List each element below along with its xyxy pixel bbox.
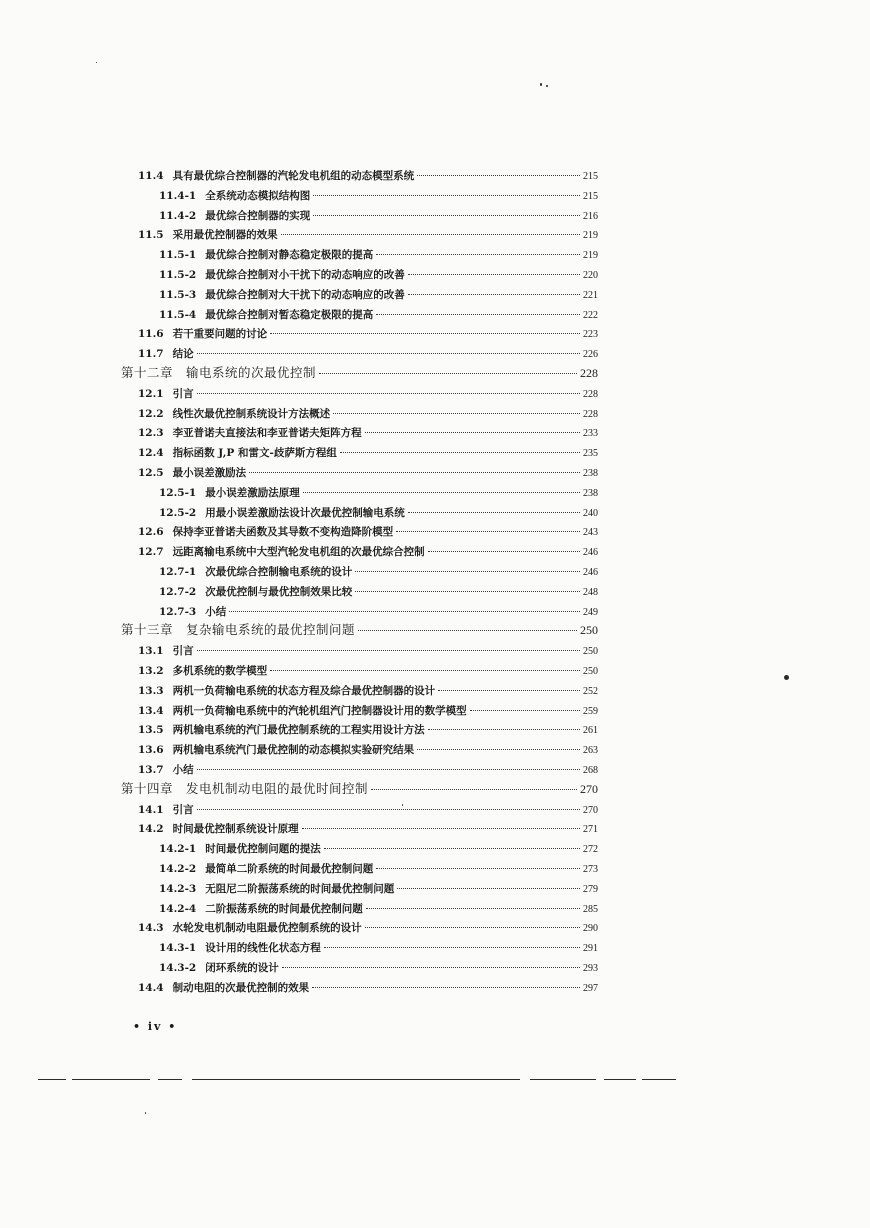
- toc-number: 13.4: [138, 704, 164, 717]
- toc-entry-row: [138, 643, 598, 659]
- toc-entry-row: [138, 465, 598, 481]
- toc-dot-leader: [197, 650, 580, 651]
- toc-number: 第十二章: [121, 365, 174, 380]
- toc-entry-row: [138, 445, 598, 461]
- toc-number: 第十三章: [121, 622, 174, 638]
- toc-page-number: 250: [580, 623, 598, 638]
- toc-dot-leader: [270, 333, 580, 334]
- bottom-rule-segment: [38, 1079, 66, 1080]
- toc-number: 14.2-1: [159, 843, 197, 856]
- toc-chapter-row: [121, 621, 598, 639]
- toc-page-number: 223: [583, 329, 598, 341]
- toc-page-number: 270: [583, 804, 598, 816]
- toc-page-number: 246: [583, 547, 598, 559]
- toc-entry-row: [138, 703, 598, 719]
- toc-page-number: 293: [583, 963, 598, 974]
- toc-page-number: 268: [583, 765, 598, 776]
- toc-title: 具有最优综合控制器的汽轮发电机组的动态模型系统: [172, 170, 415, 182]
- toc-entry-row: [138, 386, 598, 402]
- toc-dot-leader: [197, 769, 580, 770]
- toc-title: 远距离输电系统中大型汽轮发电机组的次最优综合控制: [172, 546, 425, 559]
- toc-page-number: 235: [583, 448, 598, 460]
- toc-number: 12.7: [138, 546, 164, 559]
- toc-dot-leader: [319, 373, 577, 374]
- toc-page-number: 238: [583, 468, 598, 479]
- toc-title: 发电机制动电阻的最优时间控制: [186, 780, 369, 796]
- toc-dot-leader: [270, 670, 580, 671]
- toc-page-number: 271: [583, 824, 598, 836]
- toc-title: 无阻尼二阶振荡系统的时间最优控制问题: [205, 882, 395, 895]
- toc-title: 全系统动态模拟结构图: [205, 189, 311, 202]
- toc-dot-leader: [197, 353, 580, 354]
- toc-dot-leader: [324, 848, 580, 849]
- toc-entry-row: [138, 722, 598, 738]
- toc-title: 采用最优控制器的效果: [172, 229, 278, 242]
- toc-page-number: 228: [580, 366, 598, 380]
- toc-page-number: 249: [583, 606, 598, 618]
- toc-title: 李亚普诺夫直接法和李亚普诺夫矩阵方程: [172, 427, 362, 440]
- toc-page-number: 240: [583, 507, 598, 519]
- toc-number: 12.5-1: [159, 486, 197, 499]
- toc-page-number: 215: [583, 171, 598, 182]
- toc-number: 11.4-1: [159, 189, 197, 202]
- toc-page-number: 279: [583, 883, 598, 895]
- toc-dot-leader: [365, 432, 580, 433]
- toc-title: 二阶振荡系统的时间最优控制问题: [205, 902, 363, 915]
- toc-title: 最优综合控制器的实现: [205, 209, 311, 222]
- toc-number: 14.3: [138, 922, 164, 935]
- toc-number: 13.6: [138, 744, 164, 757]
- toc-dot-leader: [312, 987, 580, 988]
- toc-entry-row: [159, 584, 598, 600]
- toc-entry-row: [138, 524, 598, 540]
- toc-title: 两机一负荷输电系统的状态方程及综合最优控制器的设计: [172, 684, 436, 697]
- toc-dot-leader: [302, 828, 580, 829]
- bottom-rule-segment: [530, 1079, 596, 1080]
- toc-dot-leader: [197, 809, 580, 810]
- toc-entry-row: [138, 762, 598, 778]
- toc-page-number: 250: [583, 646, 598, 658]
- toc-title: 小结: [172, 764, 194, 776]
- toc-page-number: 259: [583, 705, 598, 717]
- toc-entry-row: [159, 564, 598, 580]
- toc-title: 输电系统的次最优控制: [186, 365, 317, 380]
- toc-title: 最简单二阶系统的时间最优控制问题: [205, 863, 374, 875]
- scan-speck: [402, 804, 403, 806]
- toc-page-number: 252: [583, 685, 598, 697]
- toc-page-number: 297: [583, 982, 598, 994]
- toc-entry-row: [138, 544, 598, 560]
- toc-page-number: 228: [583, 408, 598, 420]
- toc-entry-row: [138, 663, 598, 679]
- toc-number: 12.7-3: [159, 605, 197, 618]
- scan-speck: [145, 1112, 146, 1114]
- toc-title: 两机输电系统的汽门最优控制系统的工程实用设计方法: [172, 724, 425, 737]
- toc-page-number: 273: [583, 864, 598, 875]
- toc-dot-leader: [371, 789, 577, 790]
- toc-number: 14.3-2: [159, 962, 197, 974]
- toc-dot-leader: [417, 749, 580, 750]
- toc-entry-row: [138, 346, 598, 362]
- toc-dot-leader: [365, 927, 580, 928]
- toc-page-number: 238: [583, 487, 598, 499]
- toc-title: 两机输电系统汽门最优控制的动态模拟实验研究结果: [172, 744, 415, 757]
- toc-chapter-row: [121, 780, 598, 798]
- toc-number: 14.2-4: [159, 902, 197, 915]
- toc-entry-row: [138, 742, 598, 758]
- toc-title: 最优综合控制对小干扰下的动态响应的改善: [205, 269, 405, 281]
- toc-page-number: 243: [583, 527, 598, 539]
- toc-entry-row: [159, 940, 598, 956]
- toc-dot-leader: [197, 393, 580, 394]
- toc-title: 最优综合控制对暂态稳定极限的提高: [205, 308, 374, 321]
- toc-entry-row: [138, 406, 598, 422]
- toc-dot-leader: [438, 690, 580, 691]
- toc-page-number: 222: [583, 309, 598, 321]
- toc-number: 12.3: [138, 427, 164, 440]
- toc-entry-row: [138, 168, 598, 184]
- toc-entry-row: [138, 683, 598, 699]
- toc-entry-row: [159, 188, 598, 204]
- toc-entry-row: [159, 841, 598, 857]
- toc-entry-row: [159, 604, 598, 620]
- toc-entry-row: [138, 326, 598, 342]
- toc-page-number: 228: [583, 388, 598, 400]
- toc-title: 次最优控制与最优控制效果比较: [205, 585, 353, 598]
- toc-entry-row: [159, 247, 598, 263]
- toc-entry-row: [138, 821, 598, 837]
- toc-dot-leader: [366, 908, 580, 909]
- toc-title: 水轮发电机制动电阻最优控制系统的设计: [172, 922, 362, 935]
- toc-entry-row: [159, 307, 598, 323]
- toc-number: 12.2: [138, 407, 164, 420]
- toc-number: 11.7: [138, 348, 164, 361]
- toc-page-number: 291: [583, 943, 598, 955]
- toc-dot-leader: [376, 254, 580, 255]
- toc-entry-row: [138, 802, 598, 818]
- toc-number: 第十四章: [121, 780, 174, 796]
- toc-entry-row: [159, 960, 598, 976]
- toc-number: 11.5-4: [159, 308, 197, 321]
- toc-number: 12.5: [138, 467, 164, 479]
- toc-entry-row: [138, 425, 598, 441]
- toc-number: 14.1: [138, 803, 164, 816]
- toc-title: 结论: [172, 348, 194, 361]
- toc-number: 14.2-3: [159, 882, 197, 895]
- scan-speck: [96, 62, 97, 63]
- toc-number: 13.7: [138, 764, 164, 776]
- toc-page-number: 261: [583, 725, 598, 737]
- toc-title: 复杂输电系统的最优控制问题: [186, 622, 356, 638]
- toc-page-number: 215: [583, 190, 598, 202]
- toc-title: 时间最优控制系统设计原理: [172, 823, 299, 836]
- toc-number: 14.2-2: [159, 863, 197, 875]
- toc-dot-leader: [249, 472, 580, 473]
- toc-page-number: 220: [583, 270, 598, 281]
- toc-number: 12.7-2: [159, 585, 197, 598]
- toc-title: 闭环系统的设计: [205, 962, 279, 974]
- toc-page-number: 216: [583, 210, 598, 222]
- toc-chapter-row: [121, 364, 598, 382]
- toc-page-number: 270: [580, 781, 598, 796]
- toc-page-number: 226: [583, 349, 598, 361]
- toc-dot-leader: [303, 492, 580, 493]
- toc-entry-row: [138, 227, 598, 243]
- page-folio: • iv •: [133, 1020, 178, 1033]
- toc-number: 12.6: [138, 526, 164, 539]
- toc-dot-leader: [397, 888, 580, 889]
- toc-number: 12.5-2: [159, 506, 197, 519]
- toc-entry-row: [159, 861, 598, 877]
- toc-dot-leader: [340, 452, 580, 453]
- toc-title: 制动电阻的次最优控制的效果: [172, 981, 310, 994]
- toc-page-number: 250: [583, 666, 598, 677]
- toc-number: 11.4-2: [159, 209, 197, 222]
- toc-number: 12.7-1: [159, 566, 197, 578]
- toc-entry-row: [138, 920, 598, 936]
- toc-dot-leader: [408, 512, 580, 513]
- toc-dot-leader: [282, 967, 580, 968]
- toc-number: 11.5-3: [159, 288, 197, 301]
- toc-dot-leader: [313, 215, 580, 216]
- bottom-rule-segment: [72, 1079, 150, 1080]
- toc-entry-row: [159, 505, 598, 521]
- toc-number: 14.2: [138, 823, 164, 836]
- toc-entry-row: [159, 287, 598, 303]
- toc-entry-row: [159, 881, 598, 897]
- toc-title: 若干重要问题的讨论: [172, 328, 268, 341]
- toc-entry-row: [159, 208, 598, 224]
- scan-speck: [540, 83, 542, 86]
- toc-title: 引言: [172, 387, 194, 400]
- toc-number: 11.4: [138, 170, 164, 182]
- toc-page-number: 221: [583, 289, 598, 301]
- toc-title: 时间最优控制问题的提法: [205, 843, 321, 856]
- toc-title: 线性次最优控制系统设计方法概述: [172, 407, 331, 420]
- toc-title: 最小误差激励法: [172, 467, 247, 479]
- toc-title: 引言: [172, 803, 194, 816]
- toc-number: 13.5: [138, 724, 164, 737]
- toc-dot-leader: [428, 729, 580, 730]
- toc-number: 13.3: [138, 684, 164, 697]
- toc-title: 设计用的线性化状态方程: [205, 942, 321, 955]
- toc-number: 11.6: [138, 328, 164, 341]
- toc-title: 最小误差激励法原理: [205, 486, 300, 499]
- toc-entry-row: [159, 267, 598, 283]
- toc-title: 最优综合控制对静态稳定极限的提高: [205, 249, 374, 262]
- bottom-rule-segment: [604, 1079, 636, 1080]
- toc-title: 次最优综合控制输电系统的设计: [205, 566, 353, 578]
- toc-dot-leader: [313, 195, 580, 196]
- toc-number: 13.1: [138, 645, 164, 658]
- toc-entry-row: [159, 901, 598, 917]
- toc-title: 引言: [172, 645, 194, 658]
- toc-number: 11.5-2: [159, 269, 197, 281]
- toc-page-number: 285: [583, 903, 598, 915]
- toc-number: 11.5: [138, 229, 164, 242]
- toc-dot-leader: [355, 571, 580, 572]
- toc-number: 12.4: [138, 447, 164, 460]
- toc-dot-leader: [358, 630, 577, 631]
- toc-dot-leader: [396, 531, 580, 532]
- toc-dot-leader: [229, 611, 580, 612]
- toc-dot-leader: [470, 710, 580, 711]
- toc-title: 保持李亚普诺夫函数及其导数不变构造降阶模型: [172, 526, 394, 539]
- toc-number: 13.2: [138, 665, 164, 677]
- toc-page-number: 272: [583, 844, 598, 856]
- toc-dot-leader: [376, 868, 580, 869]
- bottom-rule-segment: [192, 1079, 520, 1080]
- toc-title: 多机系统的数学模型: [172, 665, 268, 677]
- toc-page-number: 263: [583, 745, 598, 757]
- toc-number: 11.5-1: [159, 249, 197, 262]
- toc-dot-leader: [281, 234, 580, 235]
- toc-number: 14.3-1: [159, 942, 197, 955]
- scan-speck: [784, 675, 789, 680]
- toc-page-number: 233: [583, 428, 598, 440]
- toc-entry-row: [138, 980, 598, 996]
- toc-dot-leader: [355, 591, 580, 592]
- toc-entry-row: [159, 485, 598, 501]
- toc-page-number: 219: [583, 250, 598, 262]
- toc-number: 14.4: [138, 981, 164, 994]
- toc-dot-leader: [417, 175, 580, 176]
- toc-title: 指标函数 J,P 和雷文-歧萨斯方程组: [172, 447, 337, 460]
- toc-dot-leader: [333, 413, 580, 414]
- toc-number: 12.1: [138, 387, 164, 400]
- toc-title: 最优综合控制对大干扰下的动态响应的改善: [205, 288, 405, 301]
- toc-title: 用最小误差激励法设计次最优控制输电系统: [205, 506, 405, 519]
- bottom-rule-segment: [642, 1079, 676, 1080]
- toc-dot-leader: [428, 551, 580, 552]
- bottom-rule-segment: [158, 1079, 182, 1080]
- toc-dot-leader: [376, 314, 580, 315]
- toc-page-number: 290: [583, 923, 598, 935]
- toc-dot-leader: [324, 947, 580, 948]
- toc-page-number: 248: [583, 586, 598, 598]
- toc-title: 两机一负荷输电系统中的汽轮机组汽门控制器设计用的数学模型: [172, 704, 467, 717]
- toc-dot-leader: [408, 294, 580, 295]
- toc-dot-leader: [408, 274, 580, 275]
- toc-page-number: 246: [583, 567, 598, 578]
- scan-speck: [546, 85, 548, 87]
- toc-title: 小结: [205, 605, 227, 618]
- toc-page-number: 219: [583, 230, 598, 242]
